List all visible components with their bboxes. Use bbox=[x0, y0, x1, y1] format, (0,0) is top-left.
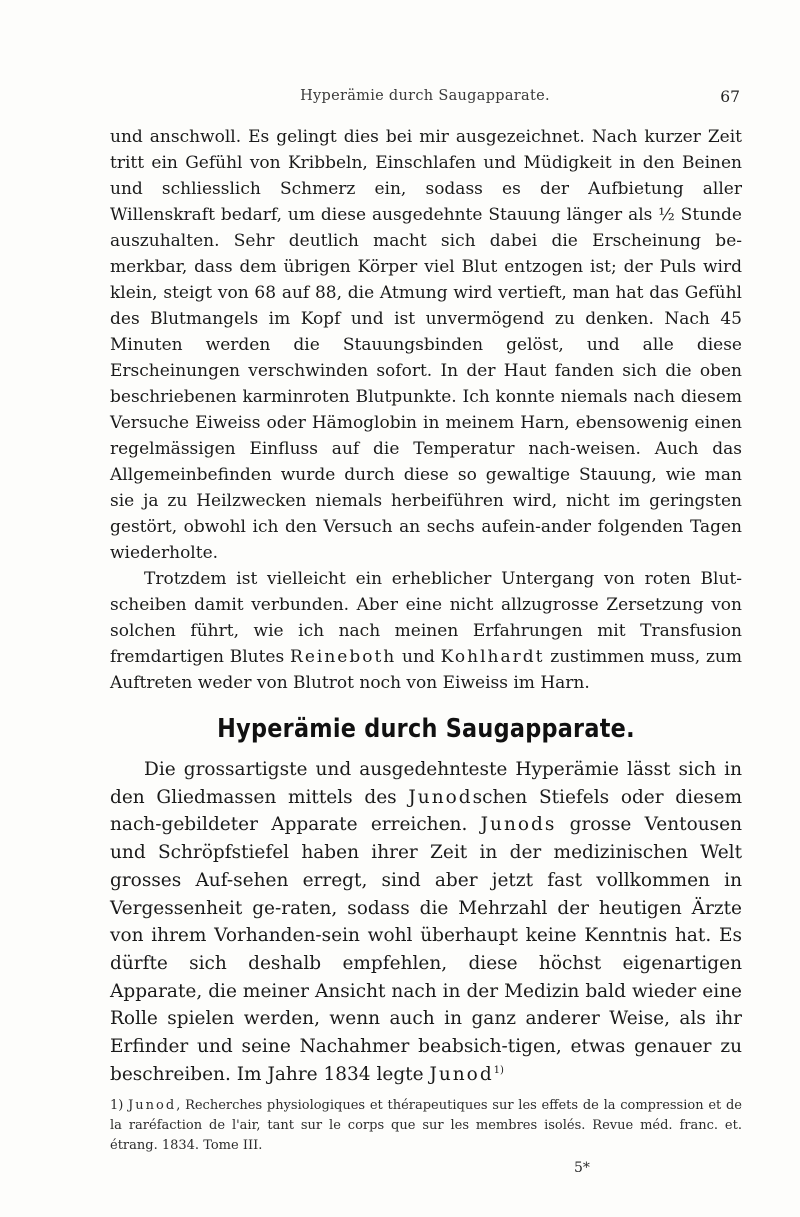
paragraph-continuation: und anschwoll. Es gelingt dies bei mir ausgezeichnet. Nach kurzer Zeit tritt ein Gefühl von Kribbeln, Einschlafen und Müdigkeit in den Beinen und schliesslich Schmerz ein, sodass es der Aufbietung aller Willenskraft bedarf, um diese ausgedehnte Stauung länger als ½ Stunde auszuhalten. Sehr deutlich macht sich dabei die Erscheinung be-merkbar, dass dem übrigen Körper viel Blut entzogen ist; der Puls wird klein, steigt von 68 auf 88, die Atmung wird vertieft, man hat das Gefühl des Blutmangels im Kopf und ist unvermögend zu denken. Nach 45 Minuten werden die Stauungsbinden gelöst, und alle diese Erscheinungen verschwinden sofort. In der Haut fanden sich die oben beschriebenen karminroten Blutpunkte. Ich konnte niemals nach diesem Versuche Eiweiss oder Hämoglobin in meinem Harn, ebensowenig einen regelmässigen Einfluss auf die Temperatur nach-weisen. Auch das Allgemeinbefinden wurde durch diese so gewaltige Stauung, wie man sie ja zu Heilzwecken niemals herbeiführen wird, nicht im geringsten gestört, obwohl ich den Versuch an sechs aufein-ander folgenden Tagen wiederholte. bbox=[110, 127, 742, 563]
author-name-reineboth: Reineboth bbox=[290, 647, 397, 667]
paragraph-text: Trotzdem ist vielleicht ein erheblicher Untergang von roten Blut-scheiben damit verbunden. Aber eine nicht allzugrosse Zersetzung von solchen führt, wie ich nach meinen Erfahrungen mit Transfusion fremdartigen Blutes bbox=[110, 569, 742, 667]
paragraph-text: Die grossartigste und ausgedehnteste Hyperämie lässt sich in den Gliedmassen mittels des bbox=[110, 759, 742, 808]
body-text bbox=[110, 124, 742, 1088]
footnote bbox=[110, 1096, 742, 1156]
paragraph-text: und bbox=[396, 647, 441, 667]
footnote-text: , Recherches physiologiques et thérapeutiques sur les effets de la compression et de la raréfaction de l'air, tant sur le corps que sur les membres isolés. Revue méd. franc. et. étrang. 1834. Tome III. bbox=[110, 1098, 742, 1153]
paragraph-transfusion bbox=[110, 566, 742, 696]
footnote-author: Junod bbox=[128, 1098, 177, 1113]
author-name-junod: Junod bbox=[429, 1063, 494, 1085]
section-heading: Hyperämie durch Saugapparate. bbox=[217, 714, 635, 744]
running-head bbox=[110, 88, 740, 108]
author-name-junod: Junod bbox=[408, 786, 473, 808]
author-name-junods: Junods bbox=[480, 814, 557, 836]
signature-mark: 5* bbox=[574, 1160, 590, 1176]
author-name-kohlhardt: Kohlhardt bbox=[440, 647, 545, 667]
page-number: 67 bbox=[720, 88, 740, 106]
paragraph-junod bbox=[110, 756, 742, 1088]
paragraph-text: zustimmen muss, zum Auftreten weder von Blutrot noch von Eiweiss im Harn. bbox=[110, 647, 742, 693]
footnote-marker: 1) bbox=[110, 1098, 129, 1113]
footnote-reference: 1) bbox=[493, 1064, 504, 1076]
running-title: Hyperämie durch Saugapparate. bbox=[300, 88, 550, 104]
paragraph-text: schen Stiefels oder diesem nach-gebildeter Apparate erreichen. bbox=[110, 786, 743, 836]
paragraph-text: grosse Ventousen und Schröpfstiefel haben ihrer Zeit in der medizinischen Welt grosses Auf-sehen erregt, sind aber jetzt fast vollkommen in Vergessenheit ge-raten, sodass die Mehrzahl der heutigen Ärzte von ihrem Vorhanden-sein wohl überhaupt keine Kenntnis hat. Es dürfte sich deshalb empfehlen, diese höchst eigenartigen Apparate, die meiner Ansicht nach in der Medizin bald wieder eine Rolle spielen werden, wenn auch in ganz anderer Weise, als ihr Erfinder und seine Nachahmer beabsich-tigen, etwas genauer zu beschreiben. Im Jahre 1834 legte bbox=[110, 814, 743, 1085]
